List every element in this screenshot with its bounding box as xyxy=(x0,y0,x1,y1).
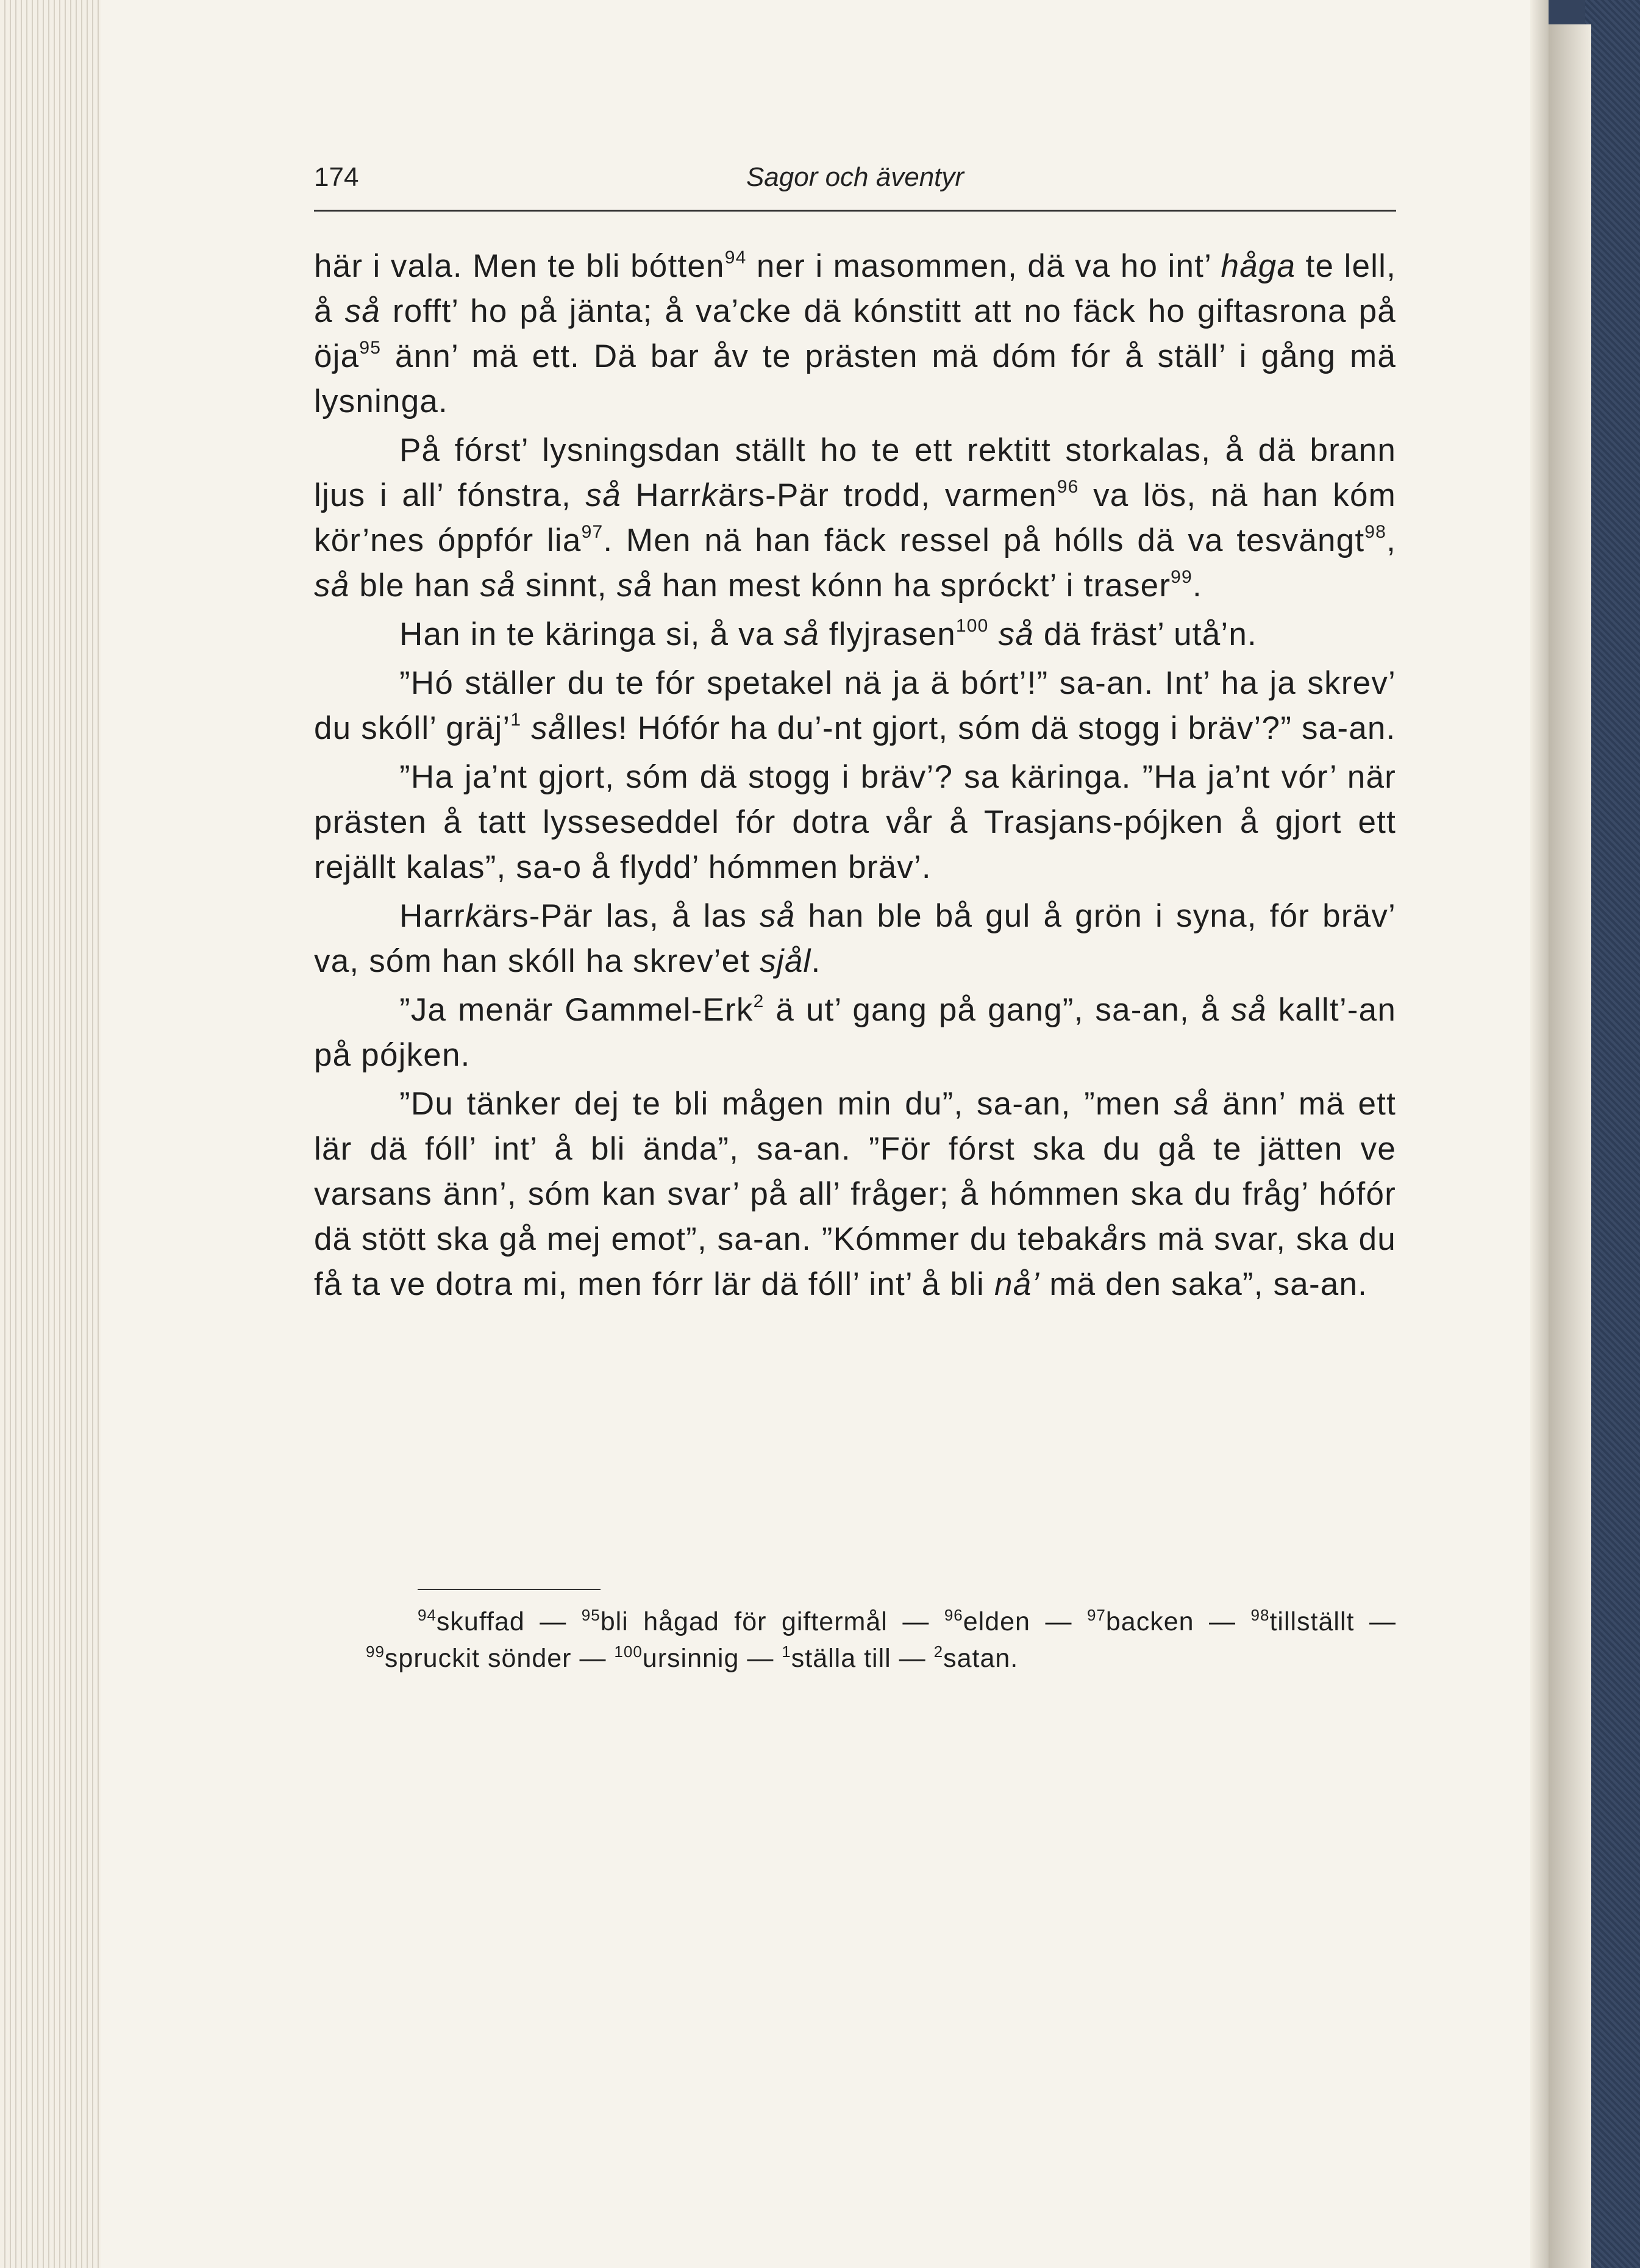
italic-run: k xyxy=(465,898,482,934)
footnote-ref: 94 xyxy=(724,248,747,268)
footnote-text: satan. xyxy=(943,1644,1019,1673)
footnote-number: 95 xyxy=(581,1606,601,1624)
body-text xyxy=(314,244,1396,1311)
footnote-ref: 99 xyxy=(1171,567,1193,587)
footnote-divider xyxy=(418,1589,601,1590)
text-run: han mest kónn ha spróckt’ i traser xyxy=(652,568,1171,604)
text-run xyxy=(521,710,531,746)
text-run: ä ut’ gang på gang”, sa-an, å xyxy=(764,992,1232,1028)
footnote-text: skuffad xyxy=(436,1607,525,1636)
text-run: ”Du tänker dej te bli mågen min du”, sa-an, ”men xyxy=(399,1086,1174,1122)
italic-run: så xyxy=(585,477,621,513)
footnote-number: 94 xyxy=(418,1606,437,1624)
footnote-ref: 97 xyxy=(581,522,604,542)
text-run: flyjrasen xyxy=(819,616,956,652)
text-run: ”Ja menär Gammel-Erk xyxy=(399,992,754,1028)
paragraph-8 xyxy=(314,1082,1396,1307)
paragraph-5 xyxy=(314,755,1396,890)
footnote-number: 99 xyxy=(366,1642,385,1661)
text-run: mä den saka”, sa-an. xyxy=(1039,1266,1368,1302)
text-run: , xyxy=(1386,522,1396,558)
italic-run: så xyxy=(344,293,380,329)
text-run: änn’ mä ett. Dä bar åv te prästen mä dóm fór å ställ’ i gång mä lysninga. xyxy=(314,338,1396,419)
italic-run: så xyxy=(1231,992,1267,1028)
text-run: Harr xyxy=(621,477,702,513)
text-run: dä fräst’ utå’n. xyxy=(1033,616,1257,652)
footnote-separator: — xyxy=(571,1644,615,1673)
text-run: rs mä svar, ska du få ta ve dotra mi, men fórr lär dä fóll’ int’ å bli xyxy=(314,1221,1396,1302)
footnote-ref: 96 xyxy=(1057,477,1079,497)
page-gutter xyxy=(1530,0,1549,2268)
page-number: 174 xyxy=(314,162,359,192)
text-run: sinnt, xyxy=(515,568,617,604)
italic-run: k xyxy=(701,477,718,513)
italic-run: så xyxy=(783,616,819,652)
footnote-text: ställa till xyxy=(791,1644,891,1673)
italic-run: så xyxy=(616,568,653,604)
text-run: han ble bå gul å grön i syna, fór bräv’ va, sóm han skóll ha skrev’et xyxy=(314,898,1396,979)
footnote-separator: — xyxy=(887,1607,944,1636)
footnote-separator: — xyxy=(1030,1607,1087,1636)
text-run: ärs-Pär las, å las xyxy=(482,898,760,934)
footnote-number: 1 xyxy=(782,1642,791,1661)
italic-run: så xyxy=(480,568,516,604)
italic-run: nå’ xyxy=(994,1266,1040,1302)
italic-run: håga xyxy=(1221,248,1296,284)
text-run: ”Hó ställer du te fór spetakel nä ja ä bórt’!” sa-an. Int’ ha ja skrev’ du skóll’ gräj’ xyxy=(314,665,1396,746)
text-run: ble han xyxy=(349,568,480,604)
paragraph-6 xyxy=(314,894,1396,984)
text-run: te lell, å xyxy=(314,248,1396,329)
text-run: . xyxy=(811,943,821,979)
footnote-text: backen xyxy=(1105,1607,1194,1636)
facing-page-edge xyxy=(1549,24,1591,2268)
text-run: . Men nä han fäck ressel på hólls dä va tesvängt xyxy=(603,522,1365,558)
footnote-ref: 2 xyxy=(753,991,765,1011)
footnote-separator: — xyxy=(1194,1607,1251,1636)
text-run: Harr xyxy=(399,898,465,934)
text-run: ”Ha ja’nt gjort, sóm dä stogg i bräv’? sa käringa. ”Ha ja’nt vór’ när prästen å tatt lysseseddel fór dotra vår å Trasjans-pójken å gjort ett rejällt kalas”, sa-o å flydd’ hómmen bräv’. xyxy=(314,759,1396,885)
text-run xyxy=(989,616,999,652)
italic-run: å xyxy=(1100,1221,1119,1257)
paragraph-2 xyxy=(314,428,1396,608)
footnote-text: elden xyxy=(963,1607,1030,1636)
footnote-number: 2 xyxy=(933,1642,944,1661)
footnote-number: 96 xyxy=(944,1606,963,1624)
page-stack-edge xyxy=(0,0,101,2268)
footnotes xyxy=(366,1603,1396,1677)
footnote-ref: 1 xyxy=(510,710,522,730)
paragraph-1 xyxy=(314,244,1396,424)
footnote-separator: — xyxy=(1354,1607,1396,1636)
running-title: Sagor och äventyr xyxy=(746,162,964,192)
text-run: Han in te käringa si, å va xyxy=(399,616,784,652)
italic-run: så xyxy=(531,710,567,746)
text-run: kallt’-an på pójken. xyxy=(314,992,1397,1073)
footnote-separator: — xyxy=(739,1644,782,1673)
text-run: här i vala. Men te bli bótten xyxy=(314,248,725,284)
paragraph-3 xyxy=(314,612,1396,657)
italic-run: så xyxy=(1174,1086,1210,1122)
footnote-number: 97 xyxy=(1086,1606,1106,1624)
text-run: rofft’ ho på jänta; å va’cke dä kónstitt att no fäck ho giftasrona på öja xyxy=(314,293,1396,374)
footnote-text: ursinnig xyxy=(642,1644,740,1673)
italic-run: så xyxy=(998,616,1034,652)
footnote-separator: — xyxy=(524,1607,582,1636)
running-header xyxy=(314,157,1396,212)
footnote-block xyxy=(366,1603,1396,1677)
text-run: va lös, nä han kóm kör’nes óppfór lia xyxy=(314,477,1396,558)
footnote-ref: 95 xyxy=(359,338,382,358)
text-run: lles! Hófór ha du’-nt gjort, sóm dä stogg i bräv’?” sa-an. xyxy=(566,710,1396,746)
text-run: änn’ mä ett lär dä fóll’ int’ å bli ända”, sa-an. ”För fórst ska du gå te jätten ve varsans änn’, sóm kan svar’ på all’ fråger; å hómmen ska du fråg’ hófór dä stött ska gå mej emot”, sa-an. ”Kómmer du tebak xyxy=(314,1086,1396,1257)
footnote-text: bli hågad för giftermål xyxy=(600,1607,888,1636)
text-run: ner i masommen, dä va ho int’ xyxy=(746,248,1221,284)
italic-run: så xyxy=(314,568,350,604)
text-run: . xyxy=(1192,568,1202,604)
book-cover xyxy=(1585,0,1640,2268)
footnote-ref: 98 xyxy=(1364,522,1387,542)
paragraph-4 xyxy=(314,661,1396,751)
paragraph-7 xyxy=(314,988,1396,1078)
text-run: På fórst’ lysningsdan ställt ho te ett rektitt storkalas, å dä brann ljus i all’ fónstra, xyxy=(314,432,1396,513)
footnote-text: tillställt xyxy=(1269,1607,1355,1636)
footnote-number: 100 xyxy=(614,1642,643,1661)
footnote-text: spruckit sönder xyxy=(384,1644,572,1673)
text-run: ärs-Pär trodd, varmen xyxy=(718,477,1057,513)
footnote-number: 98 xyxy=(1250,1606,1270,1624)
footnote-separator: — xyxy=(891,1644,934,1673)
footnote-ref: 100 xyxy=(955,616,989,636)
italic-run: så xyxy=(760,898,796,934)
italic-run: sjål xyxy=(760,943,811,979)
